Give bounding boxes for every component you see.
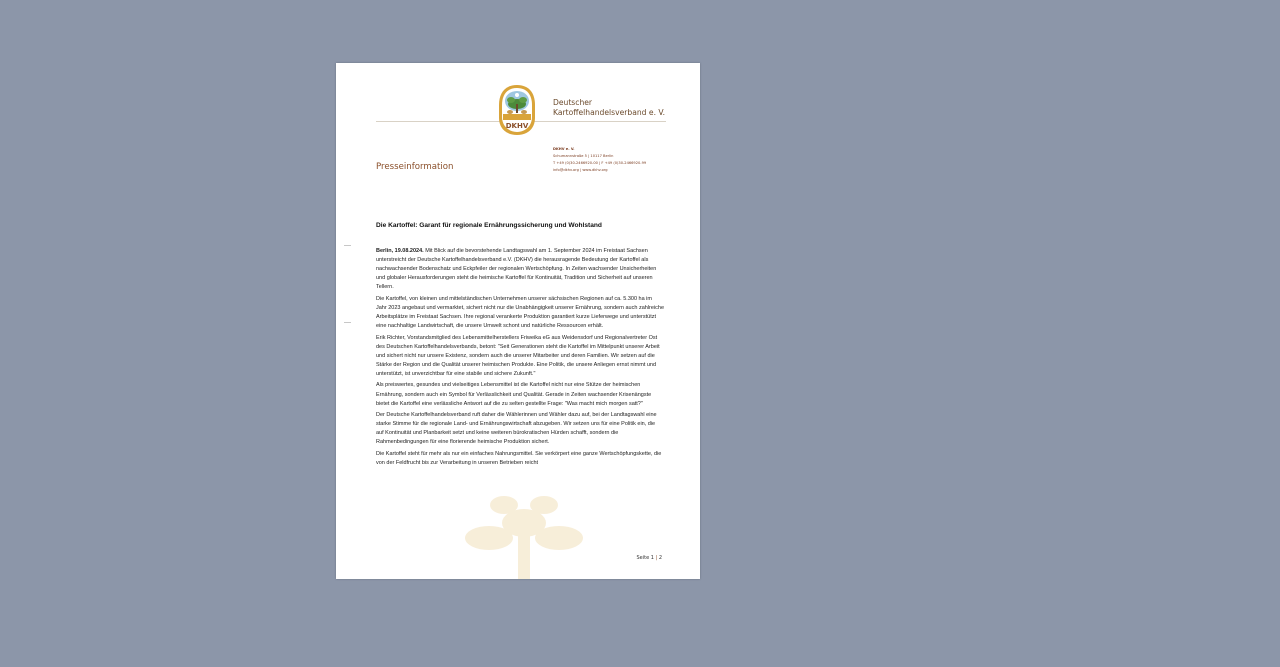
- paragraph: Die Kartoffel, von kleinen und mittelständischen Unternehmen unserer sächsischen Regionen auf ca. 5.300 ha im Jahr 2023 angebaut und vermarktet, sichert nicht nur die Unabhängigkeit unserer Ernährung, sondern auch zahlreiche Arbeitsplätze im Freistaat Sachsen. Ihre regional verankerte Produktion garantiert kurze Lieferwege und unterstützt eine nachhaltige Landwirtschaft, die unsere Umwelt schont und natürliche Ressourcen erhält.: [376, 295, 665, 330]
- document-type-label: Presseinformation: [376, 162, 454, 172]
- org-name-line-1: Deutscher: [553, 98, 593, 107]
- contact-name: DKHV e. V.: [553, 147, 575, 151]
- page-separator: |: [655, 555, 658, 561]
- org-name-line-2: Kartoffelhandelsverband e. V.: [553, 108, 666, 117]
- paragraph: Die Kartoffel steht für mehr als nur ein einfaches Nahrungsmittel. Sie verkörpert eine ganze Wertschöpfungskette, die von der Feldfrucht bis zur Verarbeitung in unseren Betrieben reicht: [376, 450, 662, 467]
- paragraph: Erik Richter, Vorstandsmitglied des Lebensmittelherstellers Friweika eG aus Weidensdorf und Regionalvertreter Ost des Deutschen Kartoffelhandelsverbands, betont: "Seit Generationen steht die Kartoffel im Mittelpunkt unserer Arbeit und sichert nicht nur unsere Existenz, sondern auch die unserer Mitarbeiter und deren Familien. Wir setzen auf die Stärke der Region und die Qualität unserer heimischen Produkte. Eine Politik, die unsere Anliegen ernst nimmt und unterstützt, ist unverzichtbar für eine stabile und sichere Zukunft.": [376, 334, 660, 377]
- organization-name: [553, 98, 665, 118]
- dateline: Berlin, 19.08.2024.: [376, 248, 424, 254]
- contact-phone: T +49 (0)30-2466920-00 | F +49 (0)30-2466920-99: [553, 161, 647, 165]
- contact-web: info@dkhv.org | www.dkhv.org: [553, 168, 608, 172]
- potato-plant-watermark: [434, 483, 614, 579]
- document-page: [336, 63, 700, 579]
- page-footer: [636, 555, 662, 561]
- fold-mark: [344, 245, 351, 246]
- page-total: 2: [658, 555, 662, 561]
- contact-address: Schumannstraße 5 | 10117 Berlin: [553, 154, 614, 158]
- paragraph-text: Mit Blick auf die bevorstehende Landtagswahl am 1. September 2024 im Freistaat Sachsen unterstreicht der Deutsche Kartoffelhandelsverband e.V. (DKHV) die herausragende Bedeutung der Kartoffel als nachwachsender Bodenschatz und Eckpfeiler der regionalen Wertschöpfung. In Zeiten wachsender Unsicherheiten und globaler Herausforderungen steht die heimische Kartoffel für Kontinuität, Tradition und Sicherheit auf unseren Tellern.: [376, 248, 657, 291]
- logo-text: DKHV: [505, 122, 529, 130]
- contact-block: [553, 146, 646, 174]
- press-body: [376, 247, 664, 471]
- page-current: 1: [650, 555, 654, 561]
- fold-mark: [344, 322, 351, 323]
- page-label: Seite: [636, 555, 650, 561]
- dkhv-logo: [498, 84, 536, 136]
- paragraph: [376, 247, 664, 292]
- paragraph: Als preiswertes, gesundes und vielseitiges Lebensmittel ist die Kartoffel nicht nur eine Stütze der heimischen Ernährung, sondern auch ein Symbol für Verlässlichkeit und Qualität. Gerade in Zeiten wachsender Krisenängste bietet die Kartoffel eine verlässliche Antwort auf die zu selten gestellte Frage: "Was macht mich morgen satt?": [376, 382, 652, 407]
- press-headline: Die Kartoffel: Garant für regionale Ernährungssicherung und Wohlstand: [376, 222, 602, 229]
- paragraph: Der Deutsche Kartoffelhandelsverband ruft daher die Wählerinnen und Wähler dazu auf, bei der Landtagswahl eine starke Stimme für die regionale Land- und Ernährungswirtschaft abzugeben. Wir setzen uns für eine Politik ein, die auf Kontinuität und Planbarkeit setzt und keine weiteren bürokratischen Hürden schafft, sondern die Rahmenbedingungen für eine florierende heimische Produktion sichert.: [376, 412, 657, 446]
